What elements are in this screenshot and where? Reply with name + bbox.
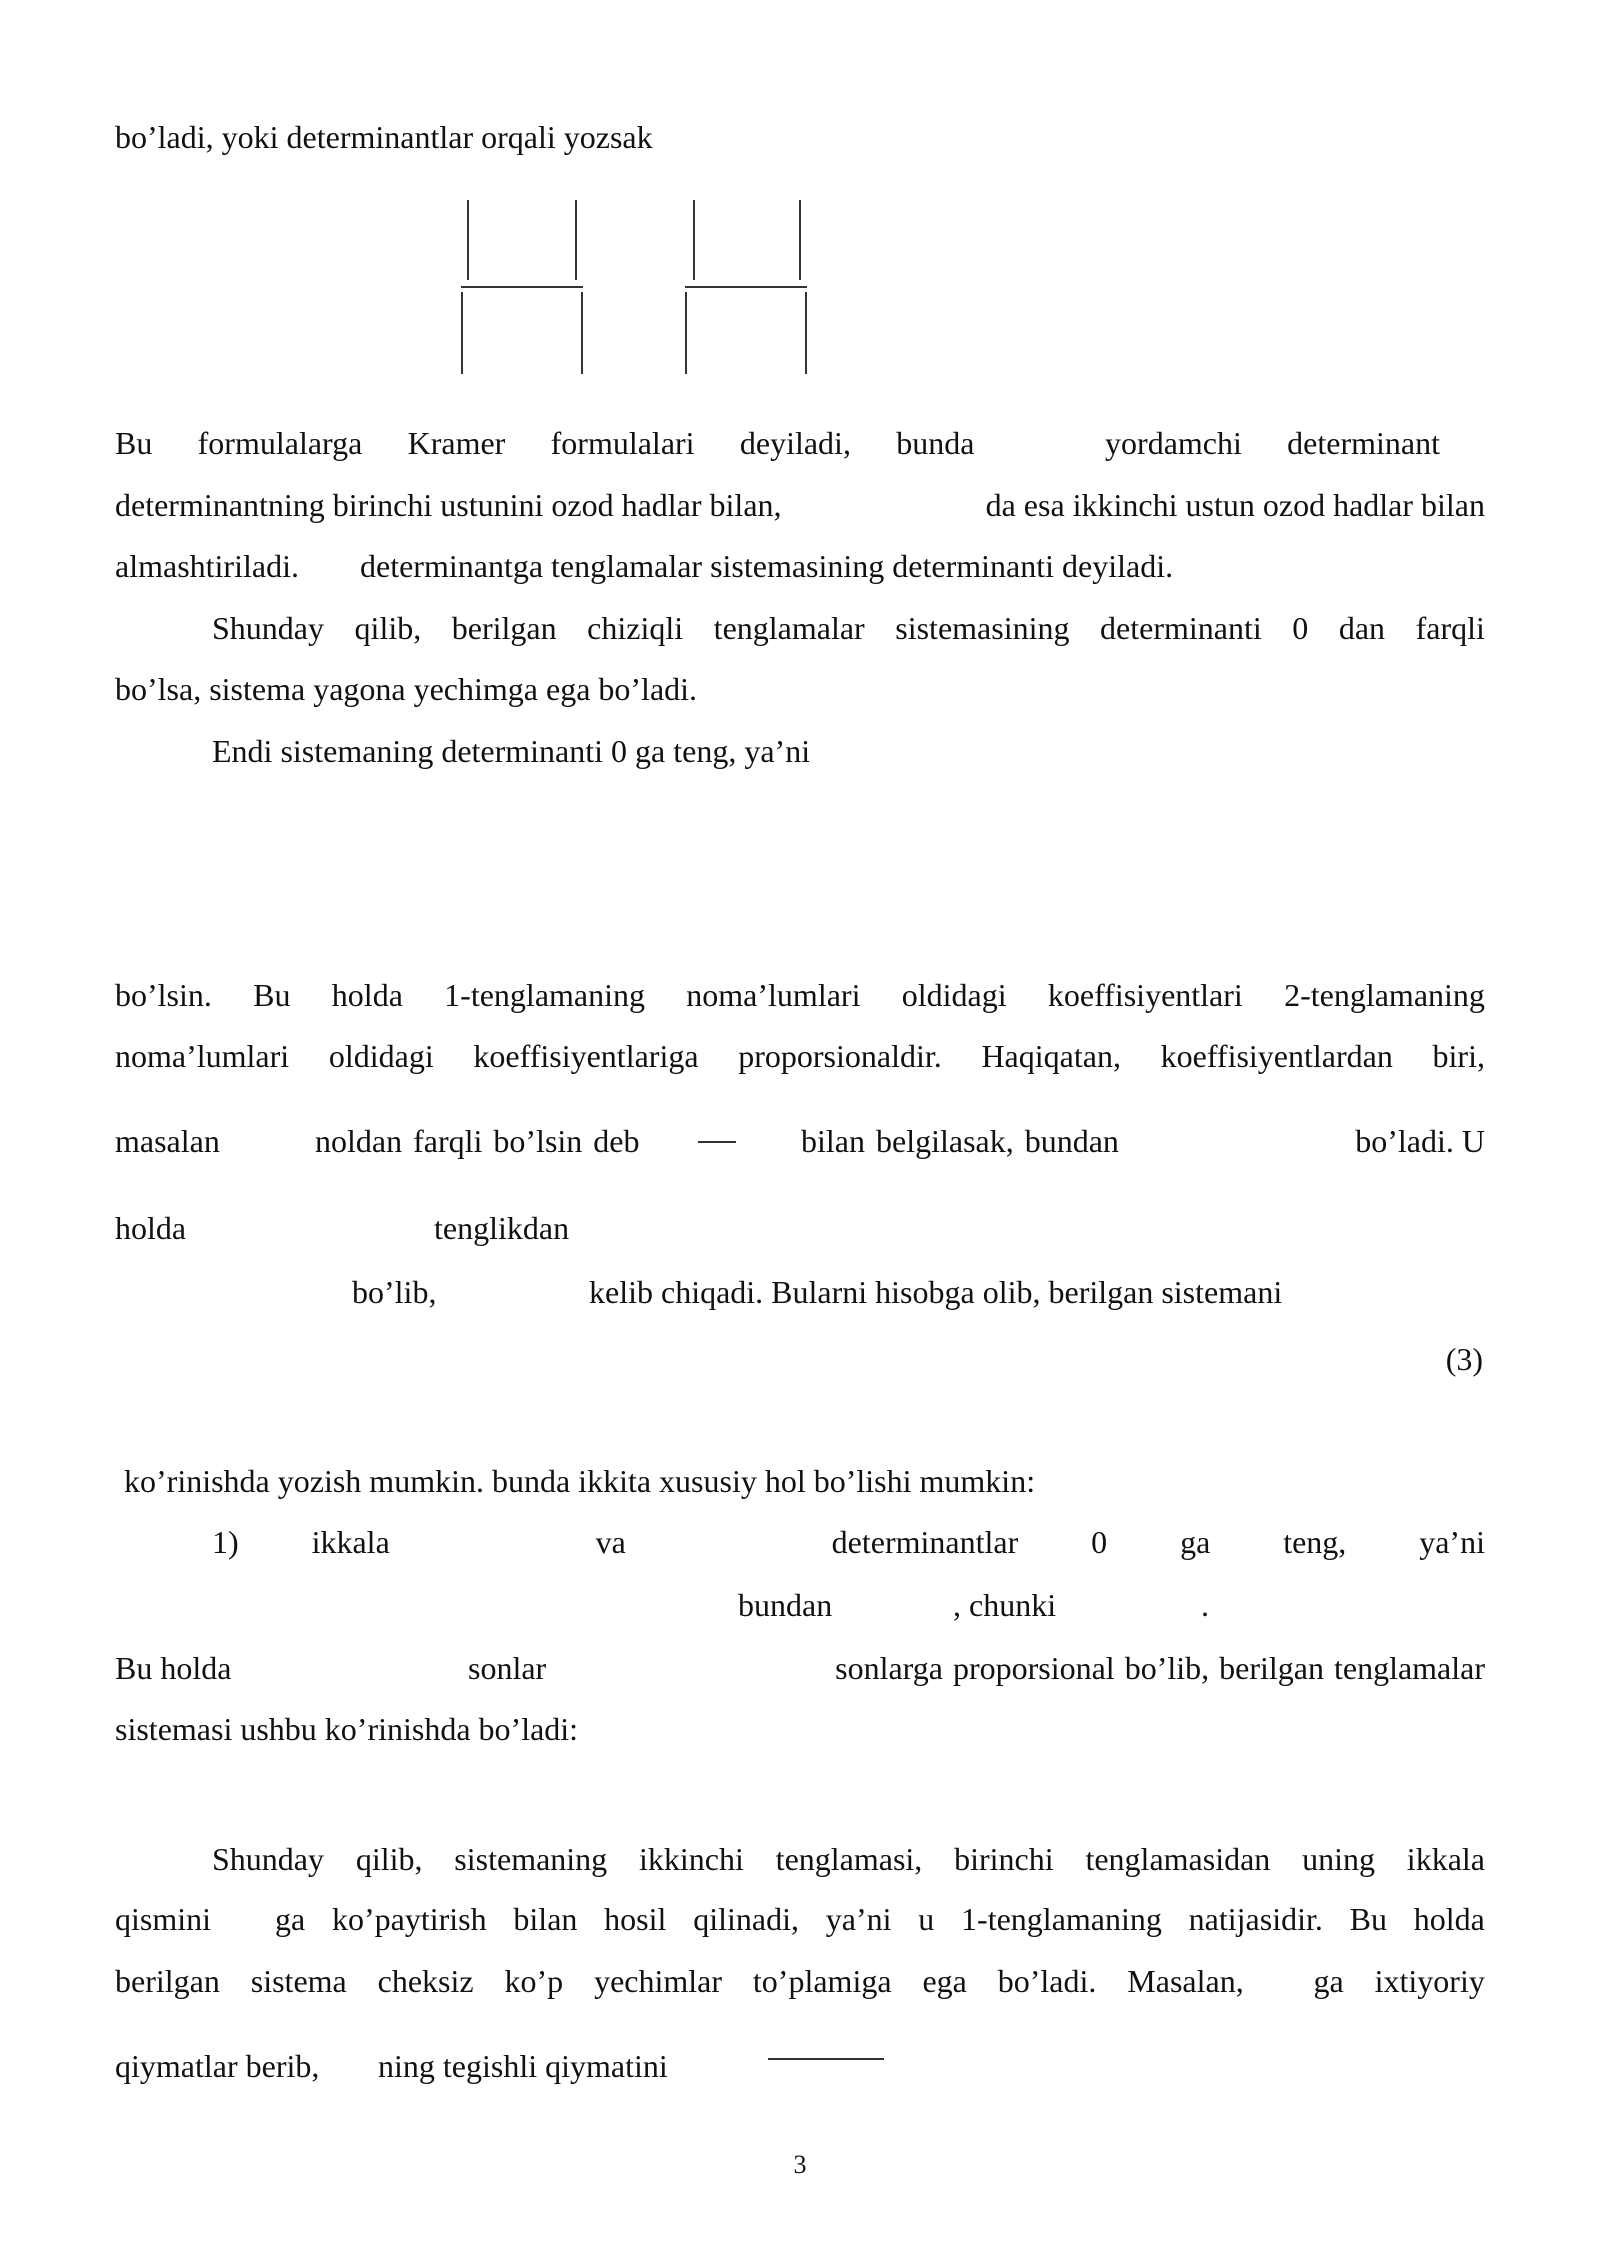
- word: cheksiz: [377, 1963, 474, 1999]
- word: 1-tenglamaning: [444, 977, 645, 1013]
- word: berilgan: [115, 1963, 220, 1999]
- text-line: [115, 423, 1440, 463]
- text-line: determinantga tenglamalar sistemasining determinanti deyiladi.: [360, 548, 1174, 584]
- text-line: [115, 1961, 1485, 2001]
- word: tenglamalar: [713, 610, 865, 646]
- formula-gap: [699, 1522, 759, 1562]
- text-line: bo’ladi. U: [1355, 1123, 1485, 1159]
- word: determinantlar: [831, 1524, 1019, 1560]
- word: oldidagi: [901, 977, 1007, 1013]
- text-line: [115, 975, 1485, 1015]
- text-line: ning tegishli qiymatini: [378, 2048, 668, 2084]
- text-line: bilan belgilasak, bundan: [801, 1123, 1119, 1159]
- word: qilib,: [354, 610, 422, 646]
- word: ga: [275, 1901, 306, 1937]
- word: yordamchi: [1105, 425, 1242, 461]
- word: ga: [1180, 1524, 1211, 1560]
- word: ixtiyoriy: [1374, 1963, 1485, 1999]
- word: uning: [1302, 1841, 1375, 1877]
- word: Bu: [115, 425, 153, 461]
- formula-gap: [1020, 423, 1060, 463]
- fraction-bar: [768, 2058, 884, 2060]
- text-line: sonlarga proporsional bo’lib, berilgan tenglamalar: [835, 1650, 1485, 1686]
- word: berilgan: [451, 610, 557, 646]
- word: ko’p: [504, 1963, 564, 1999]
- word: koeffisiyentlariga: [473, 1038, 699, 1074]
- word: 0: [1091, 1524, 1108, 1560]
- word: dan: [1338, 610, 1386, 646]
- word: Shunday: [212, 1841, 324, 1877]
- word: biri,: [1432, 1038, 1485, 1074]
- determinant-bar: [693, 200, 695, 280]
- text-line: [275, 1899, 1485, 1939]
- word: Shunday: [212, 610, 324, 646]
- page-number: 3: [793, 2150, 807, 2179]
- text-line: , chunki: [953, 1587, 1057, 1623]
- text-line: tenglikdan: [434, 1210, 570, 1246]
- word: tenglamasidan: [1085, 1841, 1271, 1877]
- word: ya’ni: [1419, 1524, 1485, 1560]
- text-line: noldan farqli bo’lsin deb: [315, 1123, 640, 1159]
- determinant-bar: [799, 200, 801, 280]
- word: sistema: [250, 1963, 347, 1999]
- text-line: bundan: [738, 1587, 833, 1623]
- word: koeffisiyentlardan: [1160, 1038, 1393, 1074]
- word: bo’lsin.: [115, 977, 212, 1013]
- word: 1-tenglamaning: [961, 1901, 1162, 1937]
- word: u: [918, 1901, 935, 1937]
- word: 2-tenglamaning: [1284, 977, 1485, 1013]
- word: birinchi: [954, 1841, 1054, 1877]
- text-line: bo’ladi, yoki determinantlar orqali yozsak: [115, 119, 653, 155]
- word: noma’lumlari: [115, 1038, 290, 1074]
- determinant-bar: [461, 292, 463, 374]
- word: teng,: [1283, 1524, 1347, 1560]
- formula-gap: [1275, 1961, 1283, 2001]
- text-line: Endi sistemaning determinanti 0 ga teng, ya’ni: [212, 733, 811, 769]
- word: ya’ni: [825, 1901, 892, 1937]
- word: ikkinchi: [638, 1841, 744, 1877]
- text-line: [212, 608, 1485, 648]
- word: sistemasining: [895, 610, 1070, 646]
- word: ko’paytirish: [331, 1901, 487, 1937]
- word: ikkala: [1406, 1841, 1485, 1877]
- word: Bu: [1349, 1901, 1387, 1937]
- word: holda: [1413, 1901, 1485, 1937]
- determinant-bar: [575, 200, 577, 280]
- text-line: qismini: [115, 1901, 212, 1937]
- word: ga: [1313, 1963, 1344, 1999]
- word: to’plamiga: [752, 1963, 892, 1999]
- word: holda: [331, 977, 403, 1013]
- text-line: [212, 1522, 1485, 1562]
- formula-gap: [463, 1522, 523, 1562]
- word: Masalan,: [1127, 1963, 1244, 1999]
- word: Haqiqatan,: [981, 1038, 1121, 1074]
- text-line: determinantning birinchi ustunini ozod hadlar bilan,: [115, 487, 782, 523]
- word: natijasidir.: [1188, 1901, 1323, 1937]
- text-line: ko’rinishda yozish mumkin. bunda ikkita xususiy hol bo’lishi mumkin:: [124, 1463, 1036, 1499]
- text-line: da esa ikkinchi ustun ozod hadlar bilan: [985, 487, 1485, 523]
- word: proporsionaldir.: [738, 1038, 942, 1074]
- word: Bu: [253, 977, 291, 1013]
- word: formulalarga: [197, 425, 363, 461]
- list-marker: 1): [212, 1524, 239, 1560]
- word: koeffisiyentlari: [1047, 977, 1243, 1013]
- word: formulalari: [550, 425, 695, 461]
- text-line: Bu holda: [115, 1650, 232, 1686]
- fraction-bar: [698, 1141, 736, 1143]
- text-line: .: [1201, 1587, 1209, 1623]
- text-line: sonlar: [468, 1650, 547, 1686]
- text-line: bo’lsa, sistema yagona yechimga ega bo’ladi.: [115, 671, 698, 707]
- word: determinanti: [1100, 610, 1262, 646]
- word: determinant: [1287, 425, 1440, 461]
- word: oldidagi: [328, 1038, 434, 1074]
- determinant-bar: [805, 292, 807, 374]
- text-line: sistemasi ushbu ko’rinishda bo’ladi:: [115, 1711, 579, 1747]
- word: sistemaning: [454, 1841, 608, 1877]
- text-line: kelib chiqadi. Bularni hisobga olib, berilgan sistemani: [589, 1274, 1283, 1310]
- word: bunda: [896, 425, 975, 461]
- text-line: qiymatlar berib,: [115, 2048, 320, 2084]
- text-line: [115, 1036, 1485, 1076]
- word: bo’ladi.: [997, 1963, 1097, 1999]
- word: va: [595, 1524, 626, 1560]
- determinant-bar: [467, 200, 469, 280]
- fraction-bar: [461, 286, 583, 288]
- determinant-bar: [581, 292, 583, 374]
- word: Kramer: [407, 425, 506, 461]
- word: ega: [922, 1963, 967, 1999]
- equation-number: (3): [1445, 1341, 1483, 1377]
- word: hosil: [604, 1901, 667, 1937]
- word: ikkala: [311, 1524, 390, 1560]
- word: noma’lumlari: [686, 977, 861, 1013]
- word: chiziqli: [587, 610, 684, 646]
- word: qilib,: [355, 1841, 423, 1877]
- word: deyiladi,: [739, 425, 851, 461]
- text-line: bo’lib,: [352, 1274, 437, 1310]
- text-line: holda: [115, 1210, 187, 1246]
- word: farqli: [1415, 610, 1485, 646]
- text-line: [212, 1839, 1485, 1879]
- text-line: masalan: [115, 1123, 220, 1159]
- determinant-bar: [685, 292, 687, 374]
- word: yechimlar: [594, 1963, 722, 1999]
- word: 0: [1292, 610, 1309, 646]
- word: bilan: [513, 1901, 578, 1937]
- fraction-bar: [685, 286, 807, 288]
- word: tenglamasi,: [775, 1841, 923, 1877]
- text-line: almashtiriladi.: [115, 548, 299, 584]
- word: qilinadi,: [693, 1901, 799, 1937]
